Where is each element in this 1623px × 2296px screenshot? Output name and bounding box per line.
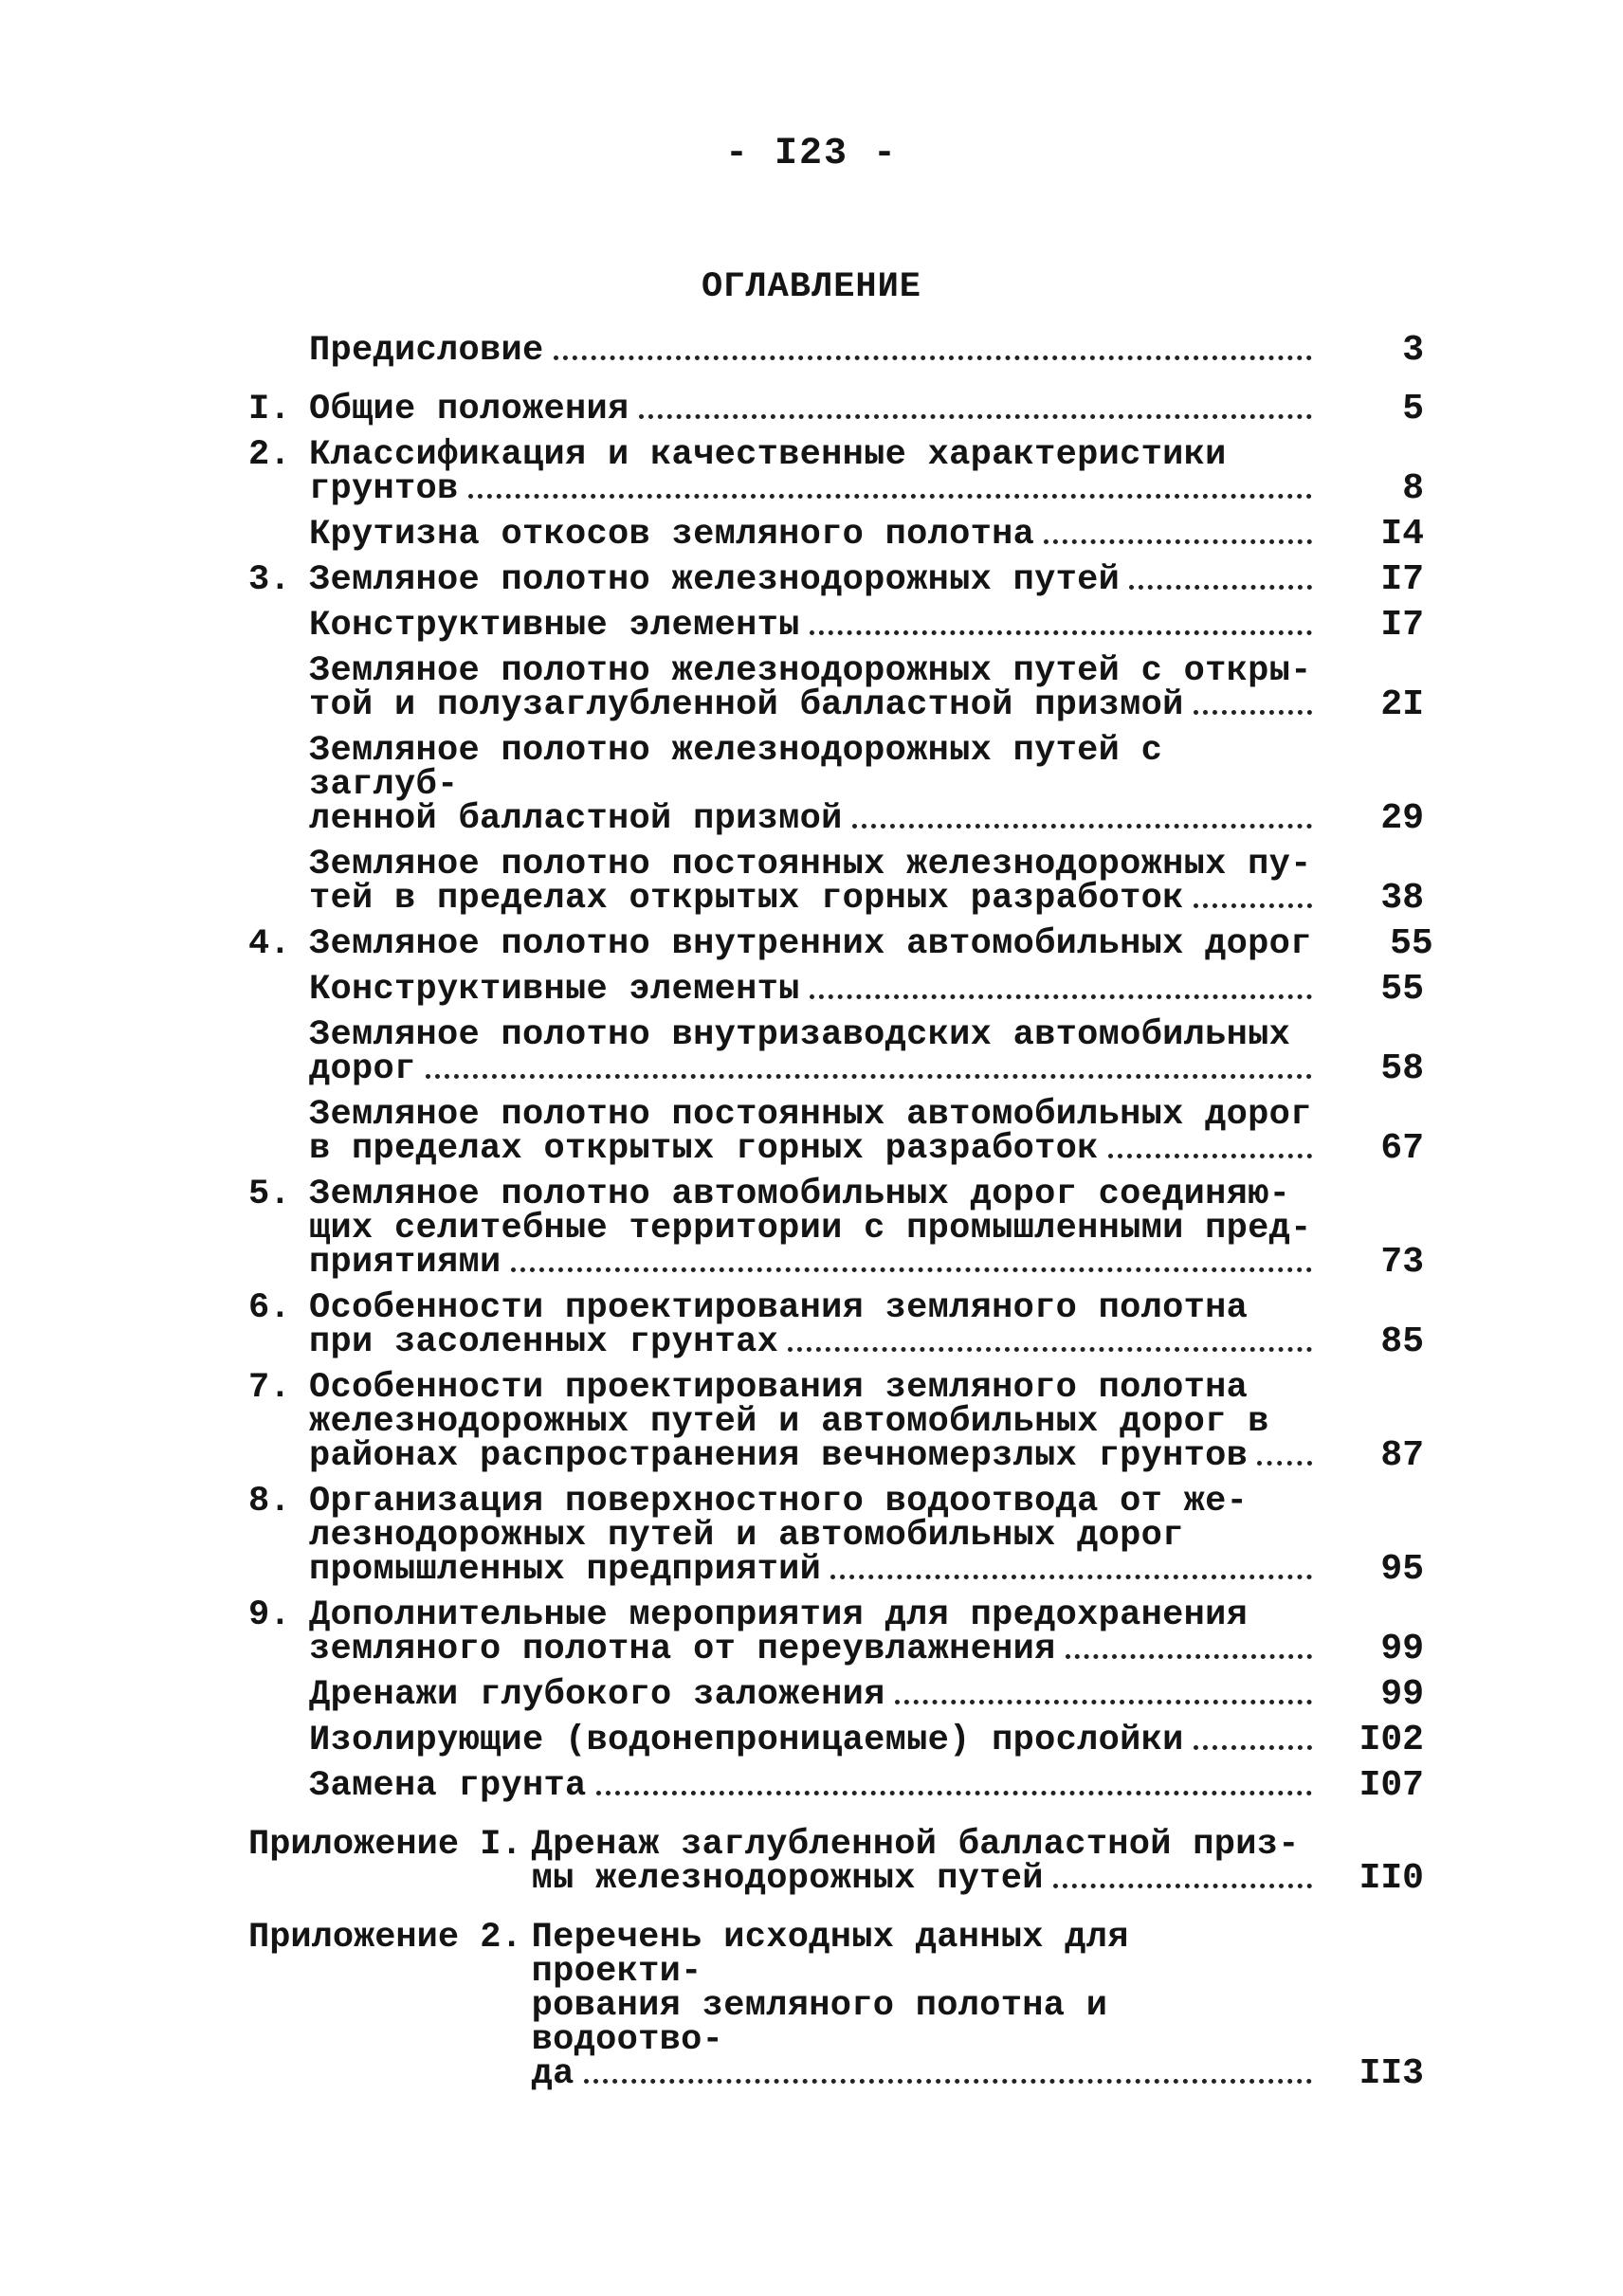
- leader-dots: [596, 1790, 1312, 1795]
- leader-dots: [1066, 1653, 1312, 1659]
- toc-entry-line: Предисловие: [309, 331, 544, 371]
- toc-entry-text: [309, 331, 1320, 371]
- toc-entry: [248, 1482, 1424, 1590]
- toc-entry-text: [309, 970, 1320, 1010]
- toc-entry-page: 85: [1380, 1321, 1424, 1362]
- toc-entry-line: лезнодорожных путей и автомобильных дорог: [309, 1516, 1184, 1556]
- leader-dots: [584, 2078, 1312, 2084]
- toc-entry-line: ленной балластной призмой: [309, 799, 843, 839]
- leader-dots: [1194, 1744, 1312, 1750]
- toc-entry-page: 3: [1402, 330, 1424, 371]
- toc-entry-page: 2I: [1380, 684, 1424, 725]
- leader-dots: [1194, 709, 1312, 715]
- leader-dots: [1129, 584, 1312, 590]
- toc-entry-text: [309, 651, 1320, 725]
- toc-entry-page: 67: [1380, 1128, 1424, 1169]
- toc-entry-line: при засоленных грунтах: [309, 1322, 779, 1362]
- toc-entry-page: I7: [1380, 559, 1424, 600]
- toc-entry-page: 55: [1390, 923, 1433, 964]
- toc-entry-number: 7.: [248, 1368, 291, 1408]
- toc-entry-text: [309, 1766, 1320, 1806]
- toc-entry-text: [309, 1095, 1320, 1169]
- toc-entry: [248, 435, 1424, 509]
- leader-dots: [852, 823, 1312, 829]
- toc-entry-page: 8: [1402, 468, 1424, 509]
- toc-entry-text: [309, 515, 1320, 555]
- toc-entry-number: 2.: [248, 435, 291, 475]
- table-of-contents: [248, 330, 1433, 2103]
- toc-entry-page: II0: [1359, 1858, 1424, 1899]
- toc-entry: [248, 330, 1424, 371]
- toc-entry: [248, 1825, 1424, 1899]
- toc-entry-text: [309, 1482, 1320, 1590]
- toc-entry-page: II3: [1359, 2053, 1424, 2094]
- leader-dots: [810, 993, 1312, 999]
- toc-entry-number: I.: [248, 390, 291, 429]
- toc-entry: [248, 1720, 1424, 1760]
- toc-entry-line: земляного полотна от переувлажнения: [309, 1630, 1056, 1669]
- toc-entry-text: [309, 435, 1320, 509]
- leader-dots: [1044, 538, 1312, 544]
- toc-entry-line: Конструктивные элементы: [309, 970, 800, 1010]
- toc-entry-page: I02: [1359, 1720, 1424, 1760]
- toc-entry: [248, 969, 1424, 1010]
- toc-entry-text: [309, 1368, 1320, 1476]
- toc-entry: [248, 1674, 1424, 1715]
- leader-dots: [1108, 1153, 1312, 1158]
- toc-entry-number: 9.: [248, 1595, 291, 1635]
- toc-entry-line: Дренажи глубокого заложения: [309, 1675, 885, 1715]
- toc-entry-text: [309, 1595, 1320, 1669]
- toc-entry-line: Земляное полотно железнодорожных путей с откры-: [309, 651, 1312, 691]
- toc-entry-line: Дополнительные мероприятия для предохранения: [309, 1595, 1249, 1635]
- toc-entry-page: 5: [1402, 389, 1424, 429]
- toc-entry-text: [309, 560, 1320, 600]
- toc-entry-number: 3.: [248, 560, 291, 600]
- toc-entry-text: [309, 1288, 1320, 1362]
- toc-entry: [248, 605, 1424, 646]
- toc-entry-page: 87: [1380, 1435, 1424, 1476]
- toc-entry-line: Дренаж заглубленной балластной приз-: [531, 1825, 1300, 1865]
- toc-entry-page: 99: [1380, 1674, 1424, 1715]
- leader-dots: [1257, 1460, 1312, 1466]
- toc-entry: [248, 651, 1424, 725]
- toc-entry-line: в пределах открытых горных разработок: [309, 1129, 1099, 1169]
- toc-entry-text: [531, 1918, 1320, 2094]
- toc-entry-line: Земляное полотно постоянных автомобильных дорог: [309, 1095, 1312, 1135]
- toc-entry: [248, 1368, 1424, 1476]
- toc-entry-number: 8.: [248, 1482, 291, 1522]
- toc-entry-line: Земляное полотно внутренних автомобильных дорог: [309, 924, 1312, 964]
- toc-entry-line: Организация поверхностного водоотвода от же-: [309, 1482, 1249, 1522]
- leader-dots: [810, 629, 1312, 635]
- leader-dots: [1053, 1883, 1312, 1888]
- toc-entry-line: Земляное полотно железнодорожных путей: [309, 560, 1121, 600]
- toc-entry: [248, 1765, 1424, 1806]
- toc-entry-line: промышленных предприятий: [309, 1550, 822, 1590]
- toc-entry: [248, 1918, 1424, 2094]
- leader-dots: [554, 355, 1312, 360]
- toc-entry-line: Крутизна откосов земляного полотна: [309, 515, 1035, 555]
- toc-entry-line: Конструктивные элементы: [309, 606, 800, 646]
- toc-entry: [248, 1175, 1424, 1283]
- toc-entry-number: 5.: [248, 1175, 291, 1214]
- leader-dots: [426, 1073, 1312, 1079]
- toc-entry-line: Перечень исходных данных для проекти-: [531, 1918, 1129, 1992]
- toc-entry-line: Земляное полотно железнодорожных путей с заглуб-: [309, 731, 1163, 805]
- toc-entry: [248, 923, 1433, 964]
- toc-entry-line: щих селитебные территории с промышленными пред-: [309, 1209, 1312, 1248]
- toc-entry: [248, 1095, 1424, 1169]
- toc-entry-text: [309, 1723, 1320, 1758]
- leader-dots: [895, 1699, 1312, 1704]
- toc-entry: [248, 845, 1424, 919]
- toc-entry-text: [309, 845, 1320, 919]
- toc-entry: [248, 731, 1424, 839]
- toc-entry-text: [309, 1675, 1320, 1715]
- toc-entry-page: 99: [1380, 1629, 1424, 1669]
- toc-entry-text: [531, 1825, 1320, 1899]
- toc-entry-appendix-label: Приложение 2.: [248, 1918, 522, 1958]
- toc-entry-line: грунтов: [309, 469, 459, 509]
- toc-entry-line: Изолирующие (водонепроницаемые) прослойки: [309, 1721, 1184, 1760]
- toc-entry: [248, 1288, 1424, 1362]
- toc-entry-number: 6.: [248, 1288, 291, 1328]
- toc-entry-page: 38: [1380, 878, 1424, 919]
- toc-entry-page: I07: [1359, 1765, 1424, 1806]
- toc-entry-line: Земляное полотно автомобильных дорог соединяю-: [309, 1175, 1291, 1214]
- toc-entry-line: железнодорожных путей и автомобильных дорог в: [309, 1402, 1269, 1442]
- toc-entry-line: мы железнодорожных путей: [531, 1859, 1044, 1899]
- toc-entry-line: приятиями: [309, 1243, 501, 1283]
- toc-entry-page: 29: [1380, 798, 1424, 839]
- toc-entry: [248, 1595, 1424, 1669]
- toc-entry-page: 55: [1380, 969, 1424, 1010]
- toc-entry-line: да: [531, 2054, 574, 2094]
- toc-entry: [248, 1015, 1424, 1089]
- toc-entry-line: тей в пределах открытых горных разработок: [309, 879, 1184, 919]
- toc-entry-text: [309, 731, 1320, 839]
- toc-entry-text: [309, 1015, 1320, 1089]
- leader-dots: [1194, 902, 1312, 908]
- toc-entry-number: 4.: [248, 924, 291, 964]
- toc-entry-line: дорог: [309, 1049, 416, 1089]
- toc-entry-line: Земляное полотно внутризаводских автомобильных: [309, 1015, 1291, 1055]
- toc-entry-page: 95: [1380, 1549, 1424, 1590]
- toc-entry-line: Земляное полотно постоянных железнодорожных пу-: [309, 845, 1312, 884]
- toc-entry-line: Особенности проектирования земляного полотна: [309, 1368, 1249, 1408]
- toc-entry-line: Классификация и качественные характеристики: [309, 435, 1227, 475]
- leader-dots: [639, 413, 1312, 419]
- leader-dots: [511, 1266, 1312, 1272]
- toc-entry-line: районах распространения вечномерзлых грунтов: [309, 1436, 1249, 1476]
- toc-entry-line: Особенности проектирования земляного полотна: [309, 1288, 1249, 1328]
- toc-entry-text: [309, 924, 1329, 964]
- toc-entry: [248, 514, 1424, 555]
- toc-entry-line: Общие положения: [309, 390, 629, 429]
- toc-entry-line: рования земляного полотна и водоотво-: [531, 1986, 1108, 2060]
- toc-title: ОГЛАВЛЕНИЕ: [701, 267, 922, 307]
- toc-entry-appendix-label: Приложение I.: [248, 1825, 522, 1865]
- page-number: - I23 -: [724, 133, 899, 175]
- toc-entry-page: 58: [1380, 1048, 1424, 1089]
- leader-dots: [830, 1574, 1312, 1579]
- toc-entry-page: 73: [1380, 1242, 1424, 1283]
- toc-entry: [248, 559, 1424, 600]
- toc-entry-line: той и полузаглубленной балластной призмой: [309, 685, 1184, 725]
- leader-dots: [788, 1346, 1312, 1352]
- toc-entry-text: [309, 606, 1320, 646]
- toc-entry-text: [309, 392, 1320, 427]
- toc-entry-page: I7: [1380, 605, 1424, 646]
- toc-entry-text: [309, 1175, 1320, 1283]
- toc-entry-page: I4: [1380, 514, 1424, 555]
- leader-dots: [468, 493, 1312, 499]
- toc-entry-line: Замена грунта: [309, 1766, 587, 1806]
- toc-entry: [248, 389, 1424, 429]
